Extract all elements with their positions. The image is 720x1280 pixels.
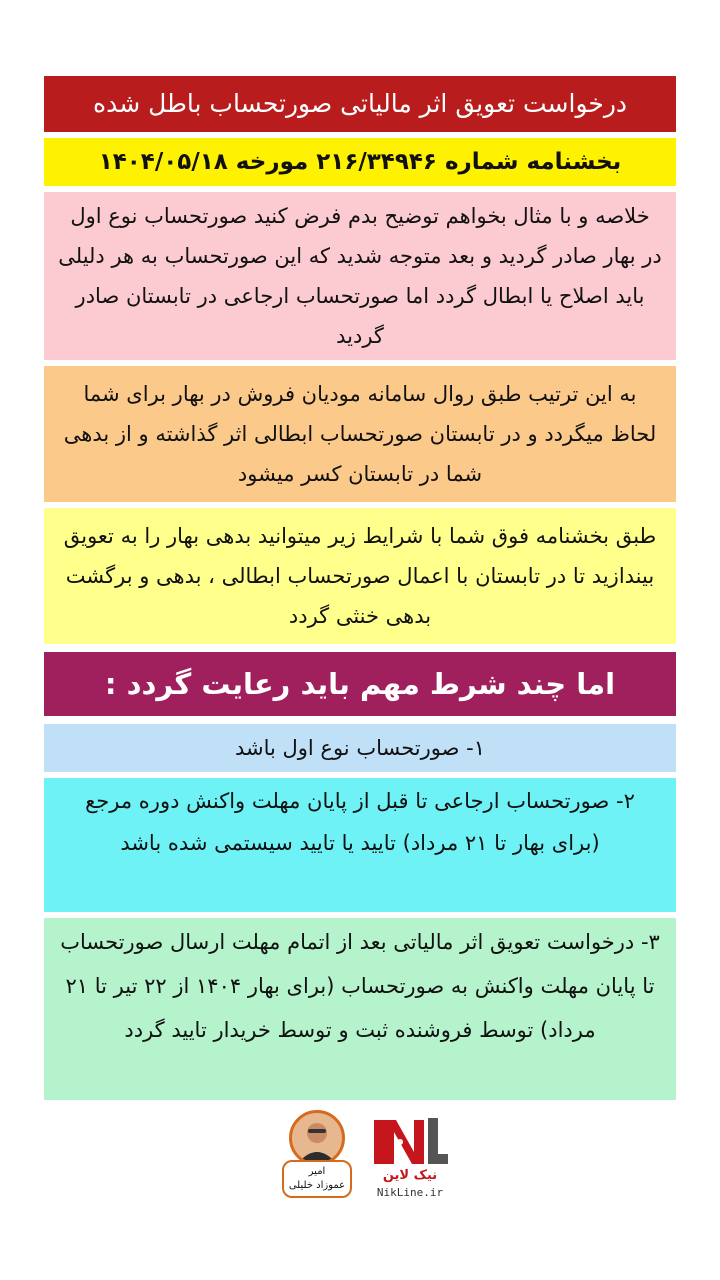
condition-item-3: ۳- درخواست تعویق اثر مالیاتی بعد از اتمام مهلت ارسال صورتحساب تا پایان مهلت واکنش به صورتحساب (برای بهار ۱۴۰۴ از ۲۲ تیر تا ۲۱ مرداد) توسط فروشنده ثبت و توسط خریدار تایید گردد xyxy=(44,918,676,1100)
circular-number: بخشنامه شماره ۲۱۶/۳۴۹۴۶ مورخه ۱۴۰۴/۰۵/۱۸ xyxy=(44,138,676,186)
nikline-logo xyxy=(360,1108,460,1198)
page-title: درخواست تعویق اثر مالیاتی صورتحساب باطل شده xyxy=(44,76,676,132)
logo-name-fa: نیک لاین xyxy=(382,1168,438,1183)
conditions-heading: اما چند شرط مهم باید رعایت گردد : xyxy=(44,652,676,716)
paragraph-solution: طبق بخشنامه فوق شما با شرایط زیر میتوانید بدهی بهار را به تعویق بیندازید تا در تابستان با اعمال صورتحساب ابطالی ، بدهی و برگشت بدهی خنثی گردد xyxy=(44,508,676,644)
author-last-name: عموزاد خلیلی xyxy=(288,1180,346,1191)
nikline-logo-icon xyxy=(370,1114,450,1170)
condition-item-2: ۲- صورتحساب ارجاعی تا قبل از پایان مهلت واکنش دوره مرجع (برای بهار تا ۲۱ مرداد) تایید یا تایید سیستمی شده باشد xyxy=(44,778,676,912)
author-name-card xyxy=(282,1160,352,1198)
author-first-name: امیر xyxy=(308,1166,326,1177)
paragraph-example: خلاصه و با مثال بخواهم توضیح بدم فرض کنید صورتحساب نوع اول در بهار صادر گردید و بعد متوجه شدید که این صورتحساب به هر دلیلی باید اصلاح یا ابطال گردد اما صورتحساب ارجاعی در تابستان صادر گردید xyxy=(44,192,676,360)
author-avatar-icon xyxy=(289,1110,345,1166)
paragraph-consequence: به این ترتیب طبق روال سامانه مودیان فروش در بهار برای شما لحاظ میگردد و در تابستان صورتحساب ابطالی اثر گذاشته و از بدهی شما در تابستان کسر میشود xyxy=(44,366,676,502)
logo-name-en: NikLine.ir xyxy=(376,1186,444,1199)
author-badge xyxy=(282,1108,352,1198)
condition-item-1: ۱- صورتحساب نوع اول باشد xyxy=(44,724,676,772)
